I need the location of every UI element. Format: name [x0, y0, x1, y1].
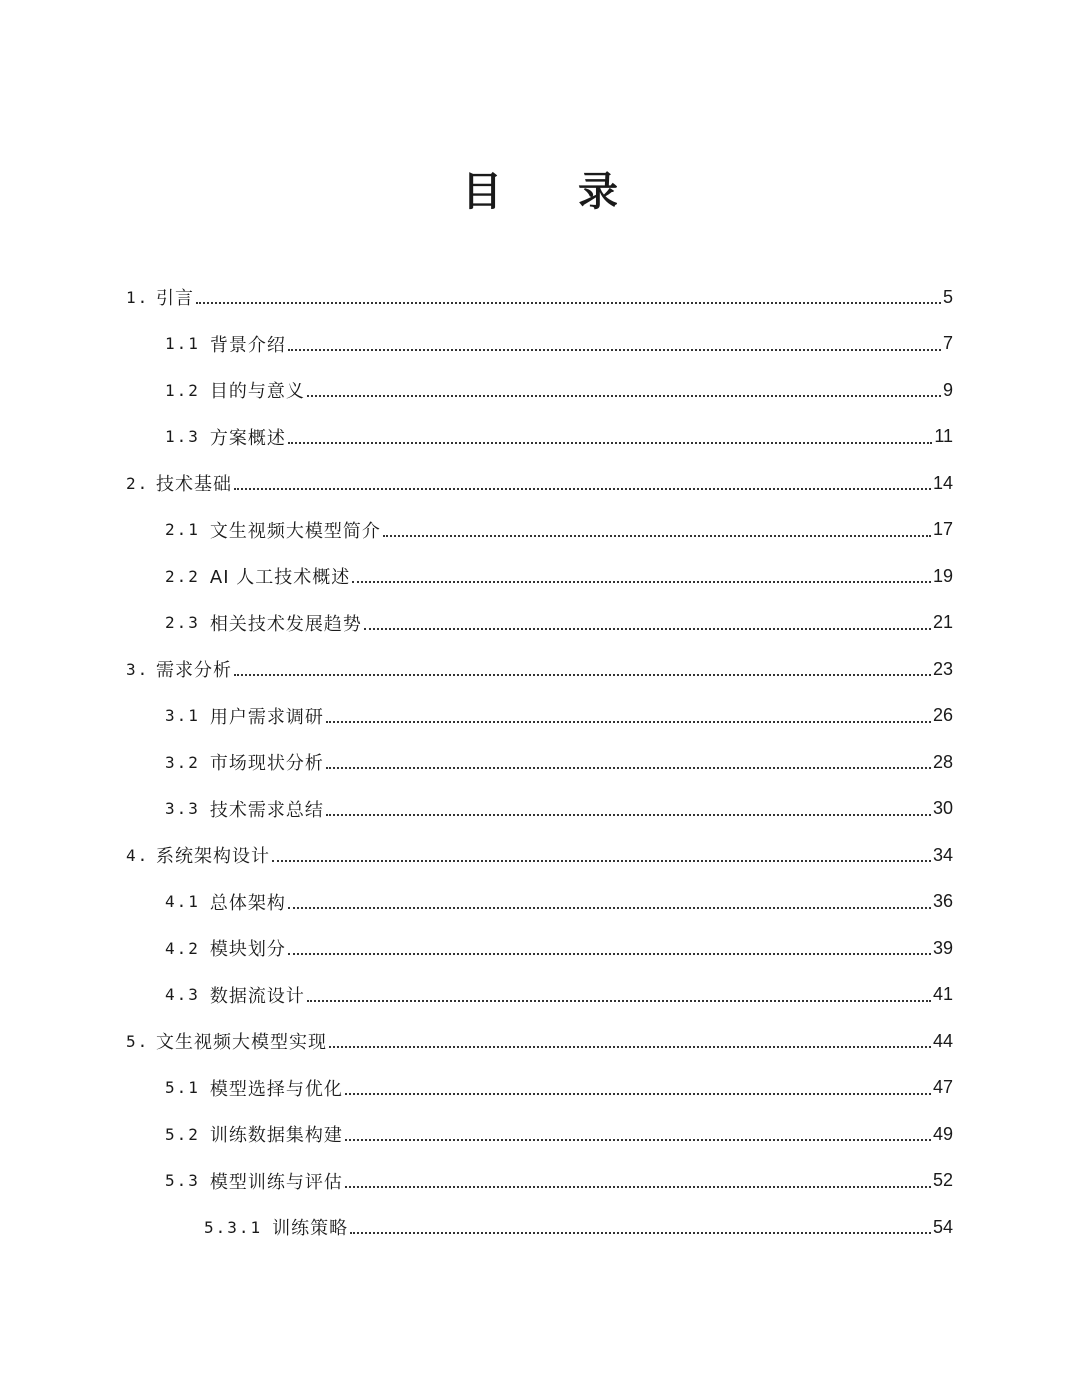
toc-entry-title: 训练策略	[272, 1218, 349, 1240]
toc-entry[interactable]	[0, 832, 1080, 879]
toc-entry-number: 3.	[126, 659, 150, 679]
toc-entry[interactable]	[0, 1111, 1080, 1158]
toc-entry-number: 4.	[126, 845, 150, 865]
toc-entry-number: 1.2	[165, 380, 200, 400]
dot-leader	[345, 1186, 931, 1188]
toc-entry[interactable]	[0, 460, 1080, 507]
toc-entry-page-number: 36	[932, 891, 953, 912]
toc-entry-page-number: 7	[942, 333, 953, 354]
toc-entry-title: 模块划分	[209, 939, 286, 961]
toc-entry[interactable]	[0, 553, 1080, 600]
dot-leader	[288, 442, 932, 444]
toc-entry-title: 模型选择与优化	[209, 1078, 343, 1100]
toc-entry-page-number: 21	[932, 612, 953, 633]
toc-entry[interactable]	[0, 646, 1080, 693]
toc-entry-number: 5.3.1	[204, 1217, 263, 1237]
toc-entry[interactable]	[0, 1158, 1080, 1205]
toc-entry-page-number: 52	[932, 1170, 953, 1191]
toc-entry-title: 技术需求总结	[209, 799, 324, 821]
toc-entry-number: 5.1	[165, 1078, 200, 1098]
toc-entry[interactable]	[0, 1065, 1080, 1112]
toc-entry-number: 5.3	[165, 1171, 200, 1191]
toc-entry[interactable]	[0, 274, 1080, 321]
toc-entry-page-number: 9	[942, 379, 953, 400]
dot-leader	[288, 953, 931, 955]
toc-entry-page-number: 39	[932, 937, 953, 958]
dot-leader	[329, 1046, 931, 1048]
toc-entry-page-number: 14	[932, 472, 953, 493]
toc-entry[interactable]	[0, 739, 1080, 786]
toc-entry-title: 文生视频大模型实现	[156, 1032, 327, 1054]
dot-leader	[345, 1139, 931, 1141]
toc-entry-title: 方案概述	[209, 427, 286, 449]
toc-entry-number: 1.1	[165, 334, 200, 354]
toc-entry-page-number: 44	[932, 1030, 953, 1051]
toc-entry-title: 目的与意义	[209, 381, 305, 403]
dot-leader	[383, 535, 931, 537]
toc-entry-number: 1.	[126, 287, 150, 307]
toc-entry-number: 4.1	[165, 892, 200, 912]
toc-entry-page-number: 28	[932, 751, 953, 772]
toc-entry-title: 数据流设计	[209, 985, 305, 1007]
toc-entry-title: 训练数据集构建	[209, 1125, 343, 1147]
toc-entry-number: 2.3	[165, 613, 200, 633]
dot-leader	[234, 488, 931, 490]
toc-entry-page-number: 26	[932, 705, 953, 726]
toc-entry-number: 3.3	[165, 799, 200, 819]
toc-entry[interactable]	[0, 507, 1080, 554]
toc-entry-page-number: 5	[942, 286, 953, 307]
toc-entry-number: 2.2	[165, 566, 200, 586]
toc-entry[interactable]	[0, 693, 1080, 740]
toc-entry-page-number: 41	[932, 984, 953, 1005]
dot-leader	[326, 814, 931, 816]
toc-entry[interactable]	[0, 1204, 1080, 1251]
toc-entry[interactable]	[0, 414, 1080, 461]
toc-entry-title: 文生视频大模型简介	[209, 520, 381, 542]
toc-entry-title: 背景介绍	[209, 334, 286, 356]
toc-entry-title: 用户需求调研	[209, 706, 324, 728]
dot-leader	[234, 674, 931, 676]
toc-entry-title: AI 人工技术概述	[209, 567, 351, 589]
toc-entry[interactable]	[0, 786, 1080, 833]
dot-leader	[288, 349, 941, 351]
table-of-contents	[0, 274, 1080, 1251]
dot-leader	[345, 1093, 931, 1095]
toc-entry-number: 4.3	[165, 985, 200, 1005]
toc-entry[interactable]	[0, 1018, 1080, 1065]
toc-entry-title: 总体架构	[209, 892, 286, 914]
toc-entry-title: 引言	[156, 288, 194, 310]
toc-entry[interactable]	[0, 925, 1080, 972]
toc-entry-number: 2.1	[165, 520, 200, 540]
dot-leader	[307, 1000, 931, 1002]
toc-entry[interactable]	[0, 972, 1080, 1019]
toc-entry[interactable]	[0, 321, 1080, 368]
toc-entry-number: 3.2	[165, 752, 200, 772]
toc-entry-number: 4.2	[165, 938, 200, 958]
dot-leader	[272, 860, 931, 862]
toc-entry-title: 相关技术发展趋势	[209, 613, 362, 635]
toc-entry-page-number: 17	[932, 519, 953, 540]
toc-entry[interactable]	[0, 879, 1080, 926]
toc-entry-title: 系统架构设计	[156, 846, 270, 868]
toc-entry-page-number: 19	[932, 565, 953, 586]
toc-entry-number: 5.2	[165, 1124, 200, 1144]
toc-entry[interactable]	[0, 367, 1080, 414]
title-char-2: 录	[578, 169, 618, 215]
toc-entry-title: 市场现状分析	[209, 753, 324, 775]
toc-entry-number: 3.1	[165, 706, 200, 726]
toc-entry-page-number: 34	[932, 844, 953, 865]
toc-entry-page-number: 11	[934, 426, 953, 447]
toc-entry-title: 需求分析	[156, 660, 232, 682]
toc-entry-page-number: 49	[932, 1123, 953, 1144]
dot-leader	[352, 581, 931, 583]
toc-entry-number: 1.3	[165, 427, 200, 447]
dot-leader	[364, 628, 931, 630]
title-char-1: 目	[462, 169, 502, 215]
toc-entry-title: 模型训练与评估	[209, 1171, 343, 1193]
toc-entry[interactable]	[0, 600, 1080, 647]
dot-leader	[326, 721, 931, 723]
toc-entry-number: 2.	[126, 473, 150, 493]
toc-entry-page-number: 23	[932, 658, 953, 679]
dot-leader	[196, 302, 941, 304]
toc-entry-page-number: 30	[932, 798, 953, 819]
toc-entry-title: 技术基础	[156, 474, 232, 496]
dot-leader	[326, 767, 931, 769]
dot-leader	[307, 395, 941, 397]
toc-entry-page-number: 54	[932, 1216, 953, 1237]
dot-leader	[350, 1232, 931, 1234]
dot-leader	[288, 907, 931, 909]
toc-entry-number: 5.	[126, 1031, 150, 1051]
toc-entry-page-number: 47	[932, 1077, 953, 1098]
page-title	[0, 160, 1080, 217]
